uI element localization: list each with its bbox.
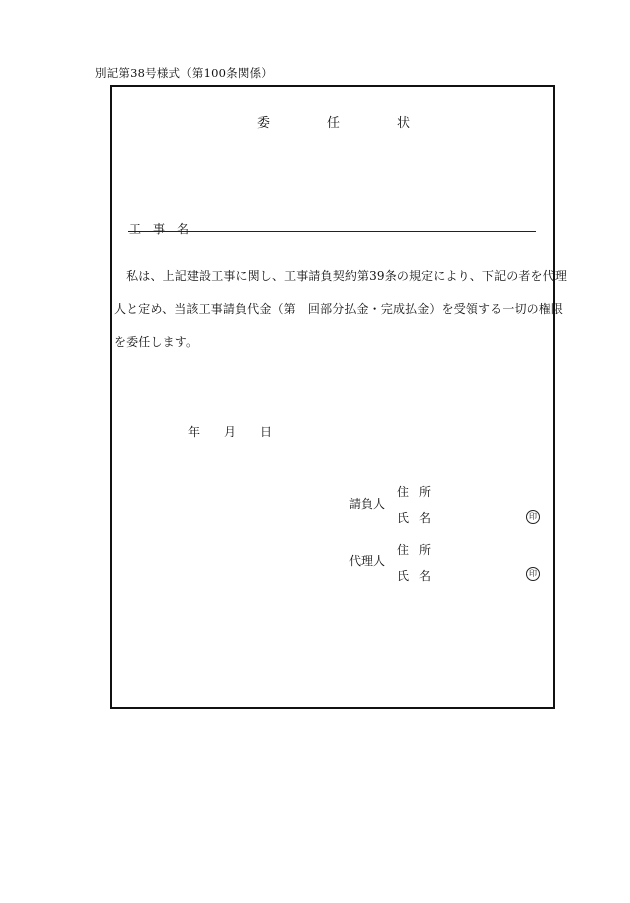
project-label-char-3: 名 — [177, 222, 191, 236]
agent-role-label: 代理人 — [349, 554, 386, 568]
title-char-1: 委 — [257, 116, 271, 131]
project-label-char-1: 工 — [129, 222, 143, 236]
date-year: 年 — [188, 425, 201, 439]
document-frame — [110, 85, 567, 709]
form-number-label: 別記第38号様式（第100条関係） — [95, 66, 273, 80]
contractor-address-label: 住 所 — [397, 485, 432, 499]
body-text-line-2: 人と定め、当該工事請負代金（第 回部分払金・完成払金）を受領する一切の権限 — [114, 302, 564, 316]
title-char-3: 状 — [397, 116, 411, 131]
agent-name-label: 氏 名 — [397, 569, 432, 583]
date-month: 月 — [224, 425, 237, 439]
agent-address-label: 住 所 — [397, 543, 432, 557]
body-text-line-1: 私は、上記建設工事に関し、工事請負契約第39条の規定により、下記の者を代理 — [114, 269, 567, 283]
contractor-role-label: 請負人 — [349, 497, 386, 511]
contractor-name-label: 氏 名 — [397, 511, 432, 525]
contractor-seal-icon: 印 — [526, 510, 540, 524]
date-day: 日 — [260, 425, 273, 439]
agent-seal-icon: 印 — [526, 567, 540, 581]
title-char-2: 任 — [327, 116, 341, 131]
project-name-label — [129, 220, 201, 237]
project-label-char-2: 事 — [153, 222, 167, 236]
body-text-line-3: を委任します。 — [114, 335, 199, 349]
project-name-underline — [128, 231, 536, 232]
